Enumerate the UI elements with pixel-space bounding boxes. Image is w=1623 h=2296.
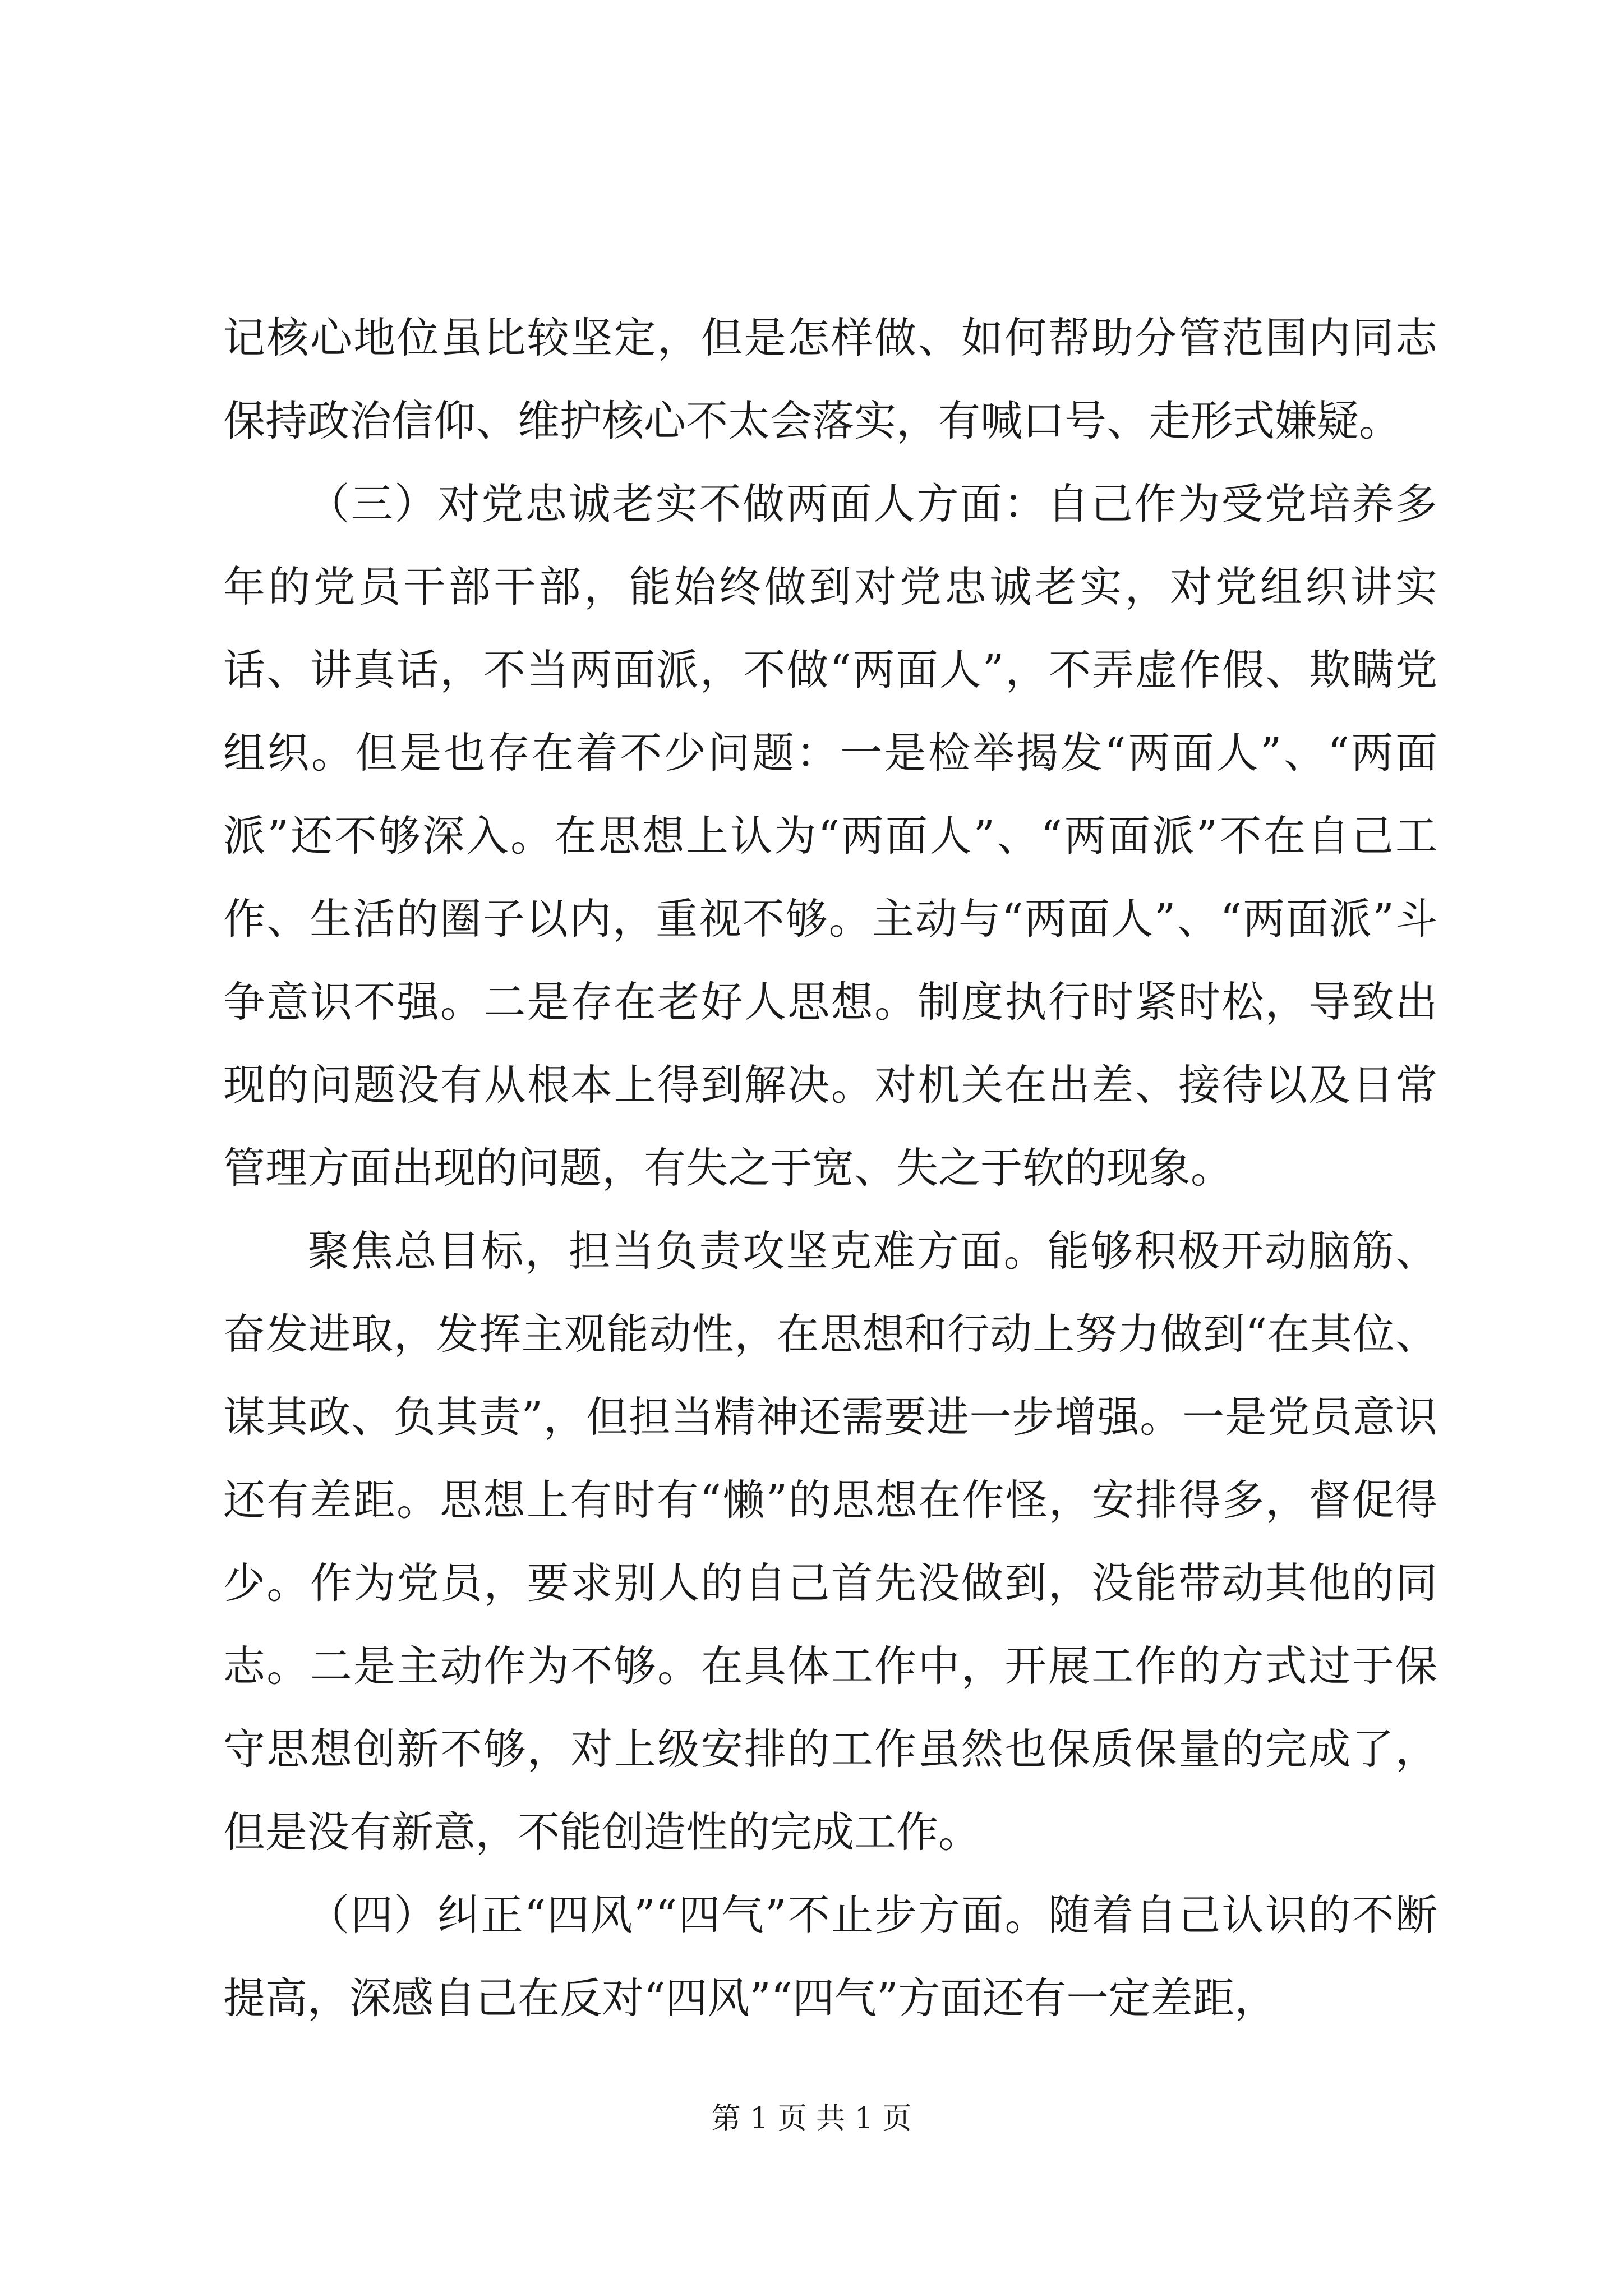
page-number-footer: 第 1 页 共 1 页: [711, 2102, 912, 2136]
paragraph-2: （三）对党忠诚老实不做两面人方面：自己作为受党培养多年的党员干部干部，能始终做到对党忠诚老实，对党组织讲实话、讲真话，不当两面派，不做“两面人”，不弄虚作假、欺瞒党组织。但是也存在着不少问题：一是检举揭发“两面人”、“两面派”还不够深入。在思想上认为“两面人”、“两面派”不在自己工作、生活的圈子以内，重视不够。主动与“两面人”、“两面派”斗争意识不强。二是存在老好人思想。制度执行时紧时松，导致出现的问题没有从根本上得到解决。对机关在出差、接待以及日常管理方面出现的问题，有失之于宽、失之于软的现象。: [223, 479, 1437, 1193]
paragraph-1: 记核心地位虽比较坚定，但是怎样做、如何帮助分管范围内同志保持政治信仰、维护核心不太会落实，有喊口号、走形式嫌疑。: [223, 313, 1437, 445]
document-body: [223, 296, 1437, 2040]
paragraph-3: 聚焦总目标，担当负责攻坚克难方面。能够积极开动脑筋、奋发进取，发挥主观能动性，在思想和行动上努力做到“在其位、谋其政、负其责”，但担当精神还需要进一步增强。一是党员意识还有差距。思想上有时有“懒”的思想在作怪，安排得多，督促得少。作为党员，要求别人的自己首先没做到，没能带动其他的同志。二是主动作为不够。在具体工作中，开展工作的方式过于保守思想创新不够，对上级安排的工作虽然也保质保量的完成了，但是没有新意，不能创造性的完成工作。: [223, 1226, 1437, 1857]
paragraph-4: （四）纠正“四风”“四气”不止步方面。随着自己认识的不断提高，深感自己在反对“四风”“四气”方面还有一定差距，: [223, 1890, 1437, 2023]
